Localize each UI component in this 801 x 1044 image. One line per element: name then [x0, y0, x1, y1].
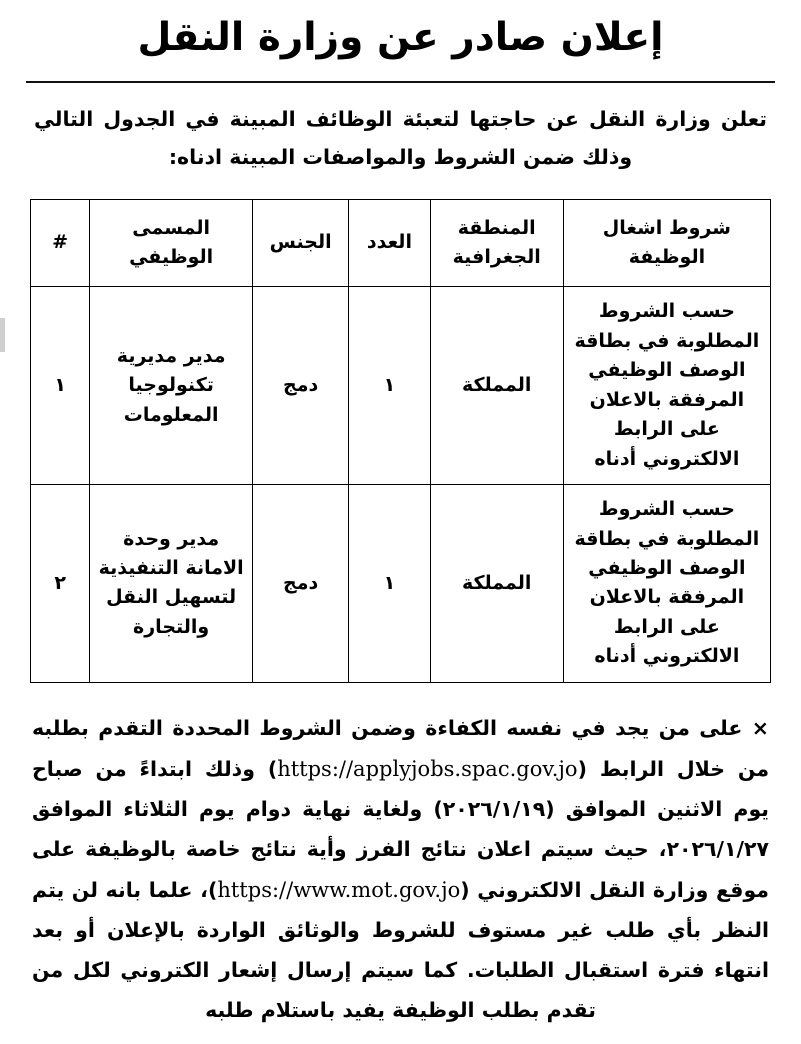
- notes-part1: على من يجد في نفسه الكفاءة وضمن الشروط المحددة التقدم بطلبه من خلال الرابط (: [32, 715, 770, 781]
- cell-conditions: حسب الشروط المطلوبة في بطاقة الوصف الوظيفي المرفقة بالاعلان على الرابط الالكتروني أدناه: [563, 485, 770, 683]
- col-header-conditions: شروط اشغال الوظيفة: [563, 199, 770, 287]
- bullet-mark: ×: [751, 715, 769, 740]
- col-header-count: العدد: [349, 199, 430, 287]
- col-header-gender: الجنس: [253, 199, 349, 287]
- notes-section: [0, 683, 801, 1041]
- cell-count: ١: [349, 485, 430, 683]
- cell-count: ١: [349, 287, 430, 485]
- cell-conditions: حسب الشروط المطلوبة في بطاقة الوصف الوظيفي المرفقة بالاعلان على الرابط الالكتروني أدناه: [563, 287, 770, 485]
- intro-paragraph: [0, 83, 801, 183]
- cell-index: ١: [31, 287, 90, 485]
- cell-gender: دمج: [253, 485, 349, 683]
- page-title: إعلان صادر عن وزارة النقل: [137, 15, 664, 60]
- notes-part3: )، علما بانه لن يتم النظر بأي طلب غير مستوف للشروط والوثائق الواردة بالإعلان أو بعد انتهاء فترة استقبال الطلبات. كما سيتم إرسال إشعار الكتروني لكل من تقدم بطلب الوظيفة يفيد باستلام طلبه: [32, 877, 769, 1022]
- jobs-table-wrapper: [0, 183, 801, 683]
- title-section: [0, 0, 801, 73]
- cell-job-title: مدير وحدة الامانة التنفيذية لتسهيل النقل والتجارة: [90, 485, 253, 683]
- cell-job-title: مدير مديرية تكنولوجيا المعلومات: [90, 287, 253, 485]
- col-header-region: المنطقة الجغرافية: [430, 199, 563, 287]
- col-header-job-title: المسمى الوظيفي: [90, 199, 253, 287]
- table-row: [31, 287, 771, 485]
- ministry-link[interactable]: https://www.mot.gov.jo: [217, 877, 461, 902]
- cell-index: ٢: [31, 485, 90, 683]
- cell-gender: دمج: [253, 287, 349, 485]
- cell-region: المملكة: [430, 485, 563, 683]
- apply-link[interactable]: https://applyjobs.spac.gov.jo: [277, 756, 578, 781]
- page-edge-mark: [0, 318, 5, 352]
- table-header-row: [31, 199, 771, 287]
- cell-region: المملكة: [430, 287, 563, 485]
- table-row: [31, 485, 771, 683]
- col-header-index: #: [31, 199, 90, 287]
- notes-part2: ) وذلك ابتداءً من صباح يوم الاثنين الموافق (٢٠٢٦/١/١٩) ولغاية نهاية دوام يوم الثلاثاء الموافق ٢٠٢٦/١/٢٧، حيث سيتم اعلان نتائج الفرز وأية نتائج خاصة بالوظيفة على موقع وزارة النقل الالكتروني (: [32, 756, 769, 902]
- intro-text: تعلن وزارة النقل عن حاجتها لتعبئة الوظائف المبينة في الجدول التالي وذلك ضمن الشروط والمواصفات المبينة ادناه:: [34, 106, 767, 169]
- notes-paragraph: [32, 709, 769, 1031]
- jobs-table: [30, 199, 771, 683]
